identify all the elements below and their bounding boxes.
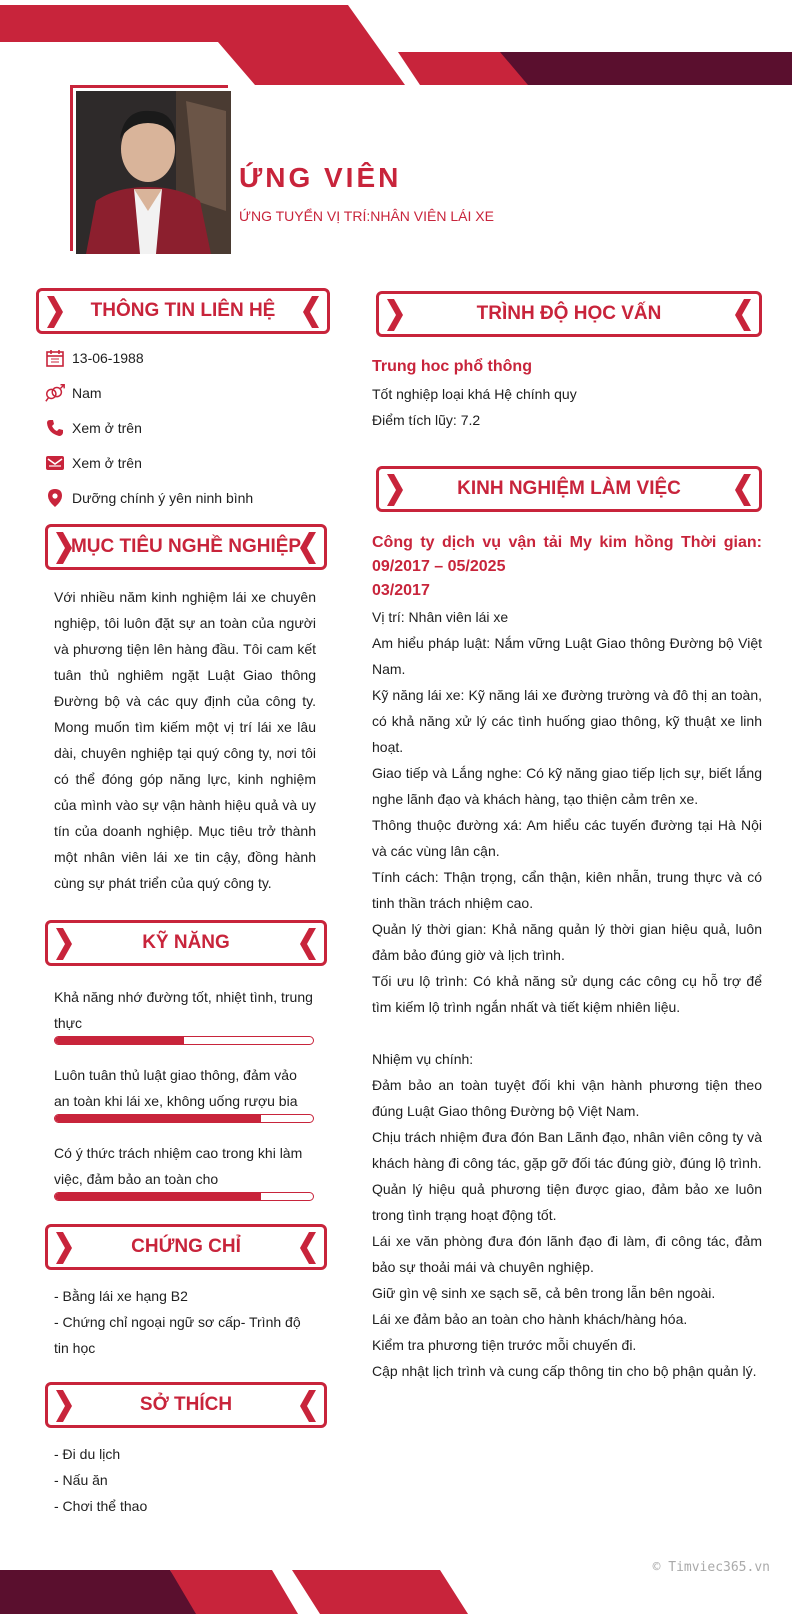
duty-line: Chịu trách nhiệm đưa đón Ban Lãnh đạo, nhân viên công ty và khách hàng đi công tác, gặp gỡ đối tác đúng giờ, đúng lộ trình. [372,1129,762,1171]
experience-line: Quản lý thời gian: Khả năng quản lý thời gian hiệu quả, luôn đảm bảo đúng giờ và lịch trình. [372,921,762,963]
certificates-section-header [45,1224,327,1270]
duties-title: Nhiệm vụ chính: [372,1051,474,1067]
contact-gender [44,381,102,405]
phone-icon [44,417,66,439]
email-icon [44,452,66,474]
experience-title: KINH NGHIỆM LÀM VIỆC [457,478,681,499]
location-icon [44,487,66,509]
skills-section-header [45,920,327,966]
watermark: © Timviec365.vn [652,1560,770,1575]
skill-level-fill [55,1037,184,1044]
chevron-left-icon [735,299,751,331]
objective-title: MỤC TIÊU NGHỀ NGHIỆP [70,536,302,557]
header-decoration [0,0,800,90]
skill-level-bar [54,1036,314,1045]
objective-text: Với nhiều năm kinh nghiệm lái xe chuyên nghiệp, tôi luôn đặt sự an toàn của người và phương tiện lên hàng đầu. Tôi cam kết tuân thủ nghiêm ngặt Luật Giao thông Đường bộ và các quy định của công ty. Mong muốn tìm kiếm một vị trí lái xe lâu dài, chuyên nghiệp tại quý công ty, nơi tôi có thể đóng góp năng lực, kinh nghiệm của mình vào sự vận hành hiệu quả và uy tín của doanh nghiệp. Mục tiêu trở thành một nhân viên lái xe tin cậy, đồng hành cùng sự phát triển của quý công ty. [54,589,316,891]
contact-value: Xem ở trên [72,420,142,436]
contact-birthday [44,346,144,370]
company-name: Công ty dịch vụ vận tải My kim hồng Thời gian: 09/2017 – 05/2025 [372,534,762,575]
education-detail: Điểm tích lũy: 7.2 [372,412,481,428]
education-title: TRÌNH ĐỘ HỌC VẤN [476,303,662,324]
experience-line: Tính cách: Thận trọng, cẩn thận, kiên nhẫn, trung thực và có tinh thần trách nhiệm cao. [372,869,762,911]
skill-level-bar [54,1192,314,1201]
hobby-item: - Đi du lịch [54,1446,121,1462]
certificate-item: - Bằng lái xe hạng B2 [54,1288,188,1304]
certificate-item: - Chứng chỉ ngoại ngữ sơ cấp- Trình độ tin học [54,1314,301,1356]
experience-line: Vị trí: Nhân viên lái xe [372,609,509,625]
calendar-icon [44,347,66,369]
duty-line: Kiểm tra phương tiện trước mỗi chuyến đi. [372,1337,637,1353]
experience-subtitle: 03/2017 [372,582,430,599]
contact-title: THÔNG TIN LIÊN HỆ [90,300,276,321]
experience-line: Tối ưu lộ trình: Có khả năng sử dụng các công cụ hỗ trợ để tìm kiếm lộ trình ngắn nhất và tiết kiệm nhiên liệu. [372,973,762,1015]
skill-level-fill [55,1193,261,1200]
skills-title: KỸ NĂNG [142,932,230,953]
gender-icon [44,382,66,404]
experience-section-header [376,466,762,512]
applied-position: ỨNG TUYỂN VỊ TRÍ:NHÂN VIÊN LÁI XE [239,208,494,224]
experience-line: Giao tiếp và Lắng nghe: Có kỹ năng giao tiếp lịch sự, biết lắng nghe lãnh đạo và khách hàng, tạo thiện cảm trên xe. [372,765,762,807]
chevron-left-icon [735,474,751,506]
avatar-frame [70,85,228,251]
skill-name: Có ý thức trách nhiệm cao trong khi làm việc, đảm bảo an toàn cho [54,1145,303,1187]
contact-value: Dưỡng chính ý yên ninh bình [72,490,254,506]
skill-name: Luôn tuân thủ luật giao thông, đảm vảo an toàn khi lái xe, không uống rượu bia [54,1067,298,1109]
skill-level-fill [55,1115,261,1122]
contact-phone [44,416,142,440]
contact-section-header [36,288,330,334]
experience-line: Thông thuộc đường xá: Am hiểu các tuyến đường tại Hà Nội và các vùng lân cận. [372,817,762,859]
chevron-left-icon [303,296,319,328]
avatar [76,91,231,254]
hobbies-title: SỞ THÍCH [139,1394,233,1415]
certificates-title: CHỨNG CHỈ [131,1236,241,1257]
chevron-left-icon [300,1390,316,1422]
education-detail: Tốt nghiệp loại khá Hệ chính quy [372,386,577,402]
duty-line: Quản lý hiệu quả phương tiện được giao, đảm bảo xe luôn trong tình trạng hoạt động tốt. [372,1181,762,1223]
duty-line: Cập nhật lịch trình và cung cấp thông tin cho bộ phận quản lý. [372,1363,757,1379]
skill-name: Khả năng nhớ đường tốt, nhiệt tình, trung thực [54,989,313,1031]
contact-address [44,486,253,510]
contact-value: 13-06-1988 [72,350,144,366]
education-section-header [376,291,762,337]
objective-section-header [45,524,327,570]
experience-line: Kỹ năng lái xe: Kỹ năng lái xe đường trường và đô thị an toàn, có khả năng xử lý các tình huống giao thông, kỹ thuật xe linh hoạt. [372,687,762,755]
duty-line: Lái xe văn phòng đưa đón lãnh đạo đi làm, đi công tác, đảm bảo sự thoải mái và chuyên nghiệp. [372,1233,762,1275]
experience-details [372,604,762,1384]
skill-level-bar [54,1114,314,1123]
hobby-item: - Nấu ăn [54,1472,108,1488]
duty-line: Giữ gìn vệ sinh xe sạch sẽ, cả bên trong lẫn bên ngoài. [372,1285,716,1301]
school-name: Trung hoc phổ thông [372,358,532,375]
chevron-left-icon [300,532,316,564]
contact-value: Nam [72,385,102,401]
chevron-left-icon [300,1232,316,1264]
duty-line: Lái xe đảm bảo an toàn cho hành khách/hàng hóa. [372,1311,688,1327]
contact-email [44,451,142,475]
experience-line: Am hiểu pháp luật: Nắm vững Luật Giao thông Đường bộ Việt Nam. [372,635,762,677]
hobbies-section-header [45,1382,327,1428]
duty-line: Đảm bảo an toàn tuyệt đối khi vận hành phương tiện theo đúng Luật Giao thông Đường bộ Việt Nam. [372,1077,762,1119]
candidate-name: ỨNG VIÊN [239,162,402,193]
contact-value: Xem ở trên [72,455,142,471]
hobby-item: - Chơi thể thao [54,1498,148,1514]
chevron-left-icon [300,928,316,960]
